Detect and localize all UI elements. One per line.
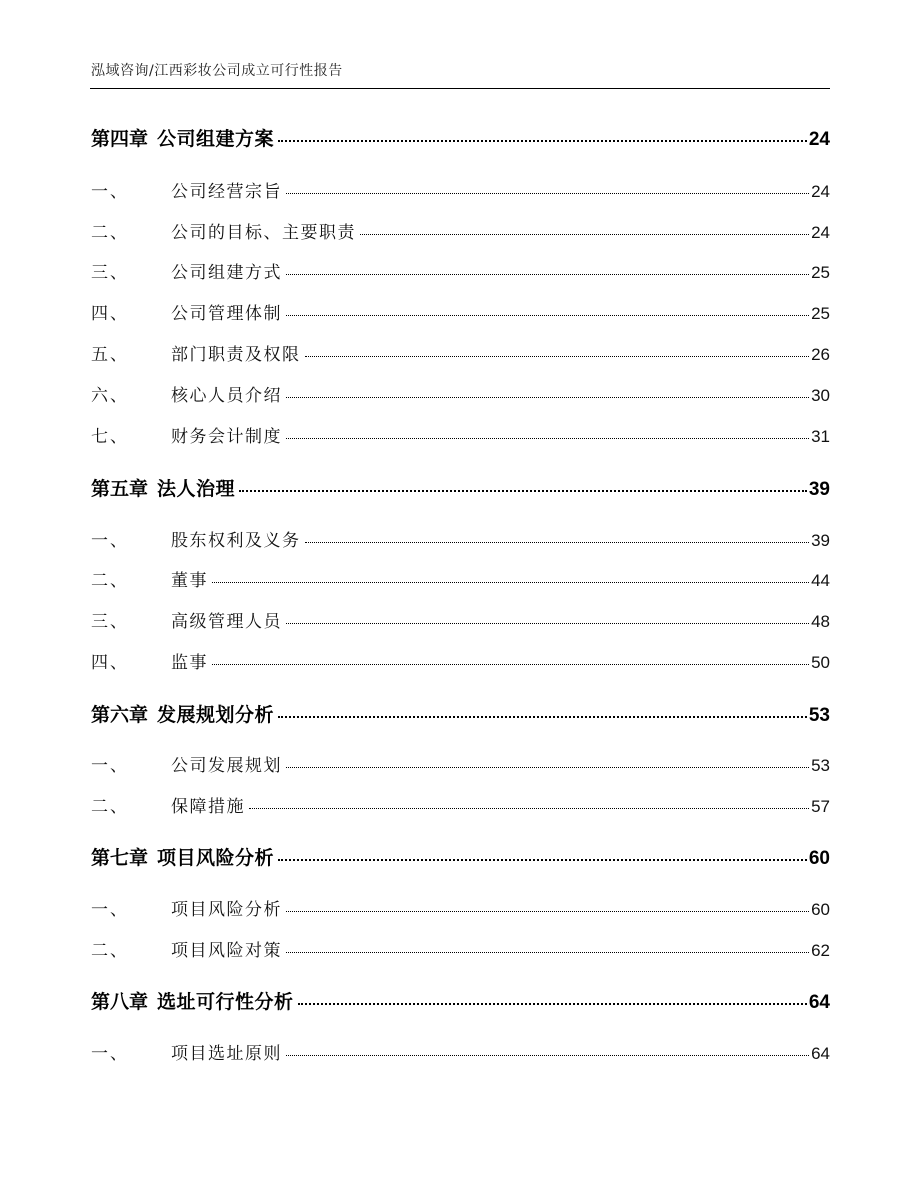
toc-number: 一、 <box>91 900 129 920</box>
toc-page-number: 48 <box>811 612 830 631</box>
toc-title: 高级管理人员 <box>171 612 282 632</box>
toc-page-number: 24 <box>811 223 830 242</box>
toc-chapter[interactable] <box>91 474 830 501</box>
toc-title: 公司的目标、主要职责 <box>171 223 356 243</box>
toc-leader <box>239 489 807 492</box>
toc-page-number: 53 <box>811 756 830 775</box>
toc-section[interactable] <box>91 258 830 283</box>
toc-number: 六、 <box>91 386 129 406</box>
toc-number: 二、 <box>91 797 129 817</box>
toc-number: 二、 <box>91 223 129 243</box>
toc-section[interactable] <box>91 422 830 447</box>
toc-leader <box>298 1002 807 1005</box>
toc-section[interactable] <box>91 526 830 551</box>
toc-number: 三、 <box>91 263 129 283</box>
toc-page-number: 64 <box>808 992 830 1013</box>
toc-number: 一、 <box>91 1044 129 1064</box>
toc-leader <box>305 355 810 357</box>
toc-page-number: 39 <box>811 531 830 550</box>
toc-section[interactable] <box>91 607 830 632</box>
toc-title: 董事 <box>171 571 208 591</box>
toc-chapter[interactable] <box>91 987 830 1014</box>
toc-number: 一、 <box>91 182 129 202</box>
toc-section[interactable] <box>91 340 830 365</box>
toc-title: 公司发展规划 <box>171 756 282 776</box>
toc-title: 项目选址原则 <box>171 1044 282 1064</box>
toc-section[interactable] <box>91 751 830 776</box>
toc-section[interactable] <box>91 218 830 243</box>
toc-leader <box>305 541 810 543</box>
toc-number: 一、 <box>91 756 129 776</box>
toc-title: 保障措施 <box>171 797 245 817</box>
toc-page-number: 44 <box>811 571 830 590</box>
toc-chapter[interactable] <box>91 843 830 870</box>
toc-page-number: 24 <box>811 182 830 201</box>
toc-number: 第七章 <box>91 847 149 869</box>
toc-leader <box>249 807 809 809</box>
toc-leader <box>360 233 809 235</box>
toc-chapter[interactable] <box>91 700 830 727</box>
toc-leader <box>286 951 809 953</box>
toc-number: 第六章 <box>91 704 149 726</box>
toc-title: 公司组建方案 <box>157 128 275 150</box>
toc-title: 项目风险分析 <box>171 900 282 920</box>
toc-title: 核心人员介绍 <box>171 386 282 406</box>
toc-leader <box>286 622 809 624</box>
toc-section[interactable] <box>91 1039 830 1064</box>
toc-title: 发展规划分析 <box>157 704 275 726</box>
toc-number: 二、 <box>91 941 129 961</box>
toc-number: 二、 <box>91 571 129 591</box>
toc-page-number: 26 <box>811 345 830 364</box>
toc-section[interactable] <box>91 936 830 961</box>
toc-leader <box>286 273 809 275</box>
toc-number: 第八章 <box>91 991 149 1013</box>
toc-leader <box>286 910 809 912</box>
toc-number: 五、 <box>91 345 129 365</box>
toc-page-number: 39 <box>808 479 830 500</box>
toc-leader <box>212 663 809 665</box>
toc-title: 监事 <box>171 653 208 673</box>
toc-page-number: 53 <box>808 705 830 726</box>
toc-page-number: 50 <box>811 653 830 672</box>
toc-leader <box>212 581 809 583</box>
toc-section[interactable] <box>91 648 830 673</box>
page-header: 泓域咨询/江西彩妆公司成立可行性报告 <box>91 63 343 79</box>
toc-page-number: 31 <box>811 427 830 446</box>
toc-title: 选址可行性分析 <box>157 991 294 1013</box>
toc-number: 第五章 <box>91 478 149 500</box>
toc-section[interactable] <box>91 299 830 324</box>
toc-leader <box>286 314 809 316</box>
toc-page-number: 62 <box>811 941 830 960</box>
toc-number: 四、 <box>91 653 129 673</box>
toc-leader <box>278 858 807 861</box>
toc-section[interactable] <box>91 381 830 406</box>
toc-leader <box>286 192 809 194</box>
toc-number: 一、 <box>91 531 129 551</box>
toc-number: 四、 <box>91 304 129 324</box>
toc-title: 股东权利及义务 <box>171 531 301 551</box>
toc-leader <box>286 1054 809 1056</box>
toc-chapter[interactable] <box>91 124 830 151</box>
toc-section[interactable] <box>91 792 830 817</box>
toc-leader <box>278 139 807 142</box>
toc-page-number: 60 <box>811 900 830 919</box>
toc-section[interactable] <box>91 177 830 202</box>
toc-title: 项目风险对策 <box>171 941 282 961</box>
toc-title: 公司经营宗旨 <box>171 182 282 202</box>
toc-page-number: 24 <box>808 129 830 150</box>
toc-title: 法人治理 <box>157 478 236 500</box>
toc-title: 公司管理体制 <box>171 304 282 324</box>
toc-page-number: 60 <box>808 848 830 869</box>
toc-leader <box>286 437 809 439</box>
toc-number: 第四章 <box>91 128 149 150</box>
toc-number: 三、 <box>91 612 129 632</box>
toc-page-number: 64 <box>811 1044 830 1063</box>
toc-title: 项目风险分析 <box>157 847 275 869</box>
toc-leader <box>278 715 807 718</box>
toc-title: 公司组建方式 <box>171 263 282 283</box>
toc-section[interactable] <box>91 895 830 920</box>
header-rule <box>90 88 830 89</box>
toc-leader <box>286 766 809 768</box>
toc-number: 七、 <box>91 427 129 447</box>
toc-page-number: 25 <box>811 304 830 323</box>
toc-leader <box>286 396 809 398</box>
toc-page-number: 57 <box>811 797 830 816</box>
toc-page-number: 30 <box>811 386 830 405</box>
toc-title: 部门职责及权限 <box>171 345 301 365</box>
toc-page-number: 25 <box>811 263 830 282</box>
toc-section[interactable] <box>91 566 830 591</box>
toc-title: 财务会计制度 <box>171 427 282 447</box>
